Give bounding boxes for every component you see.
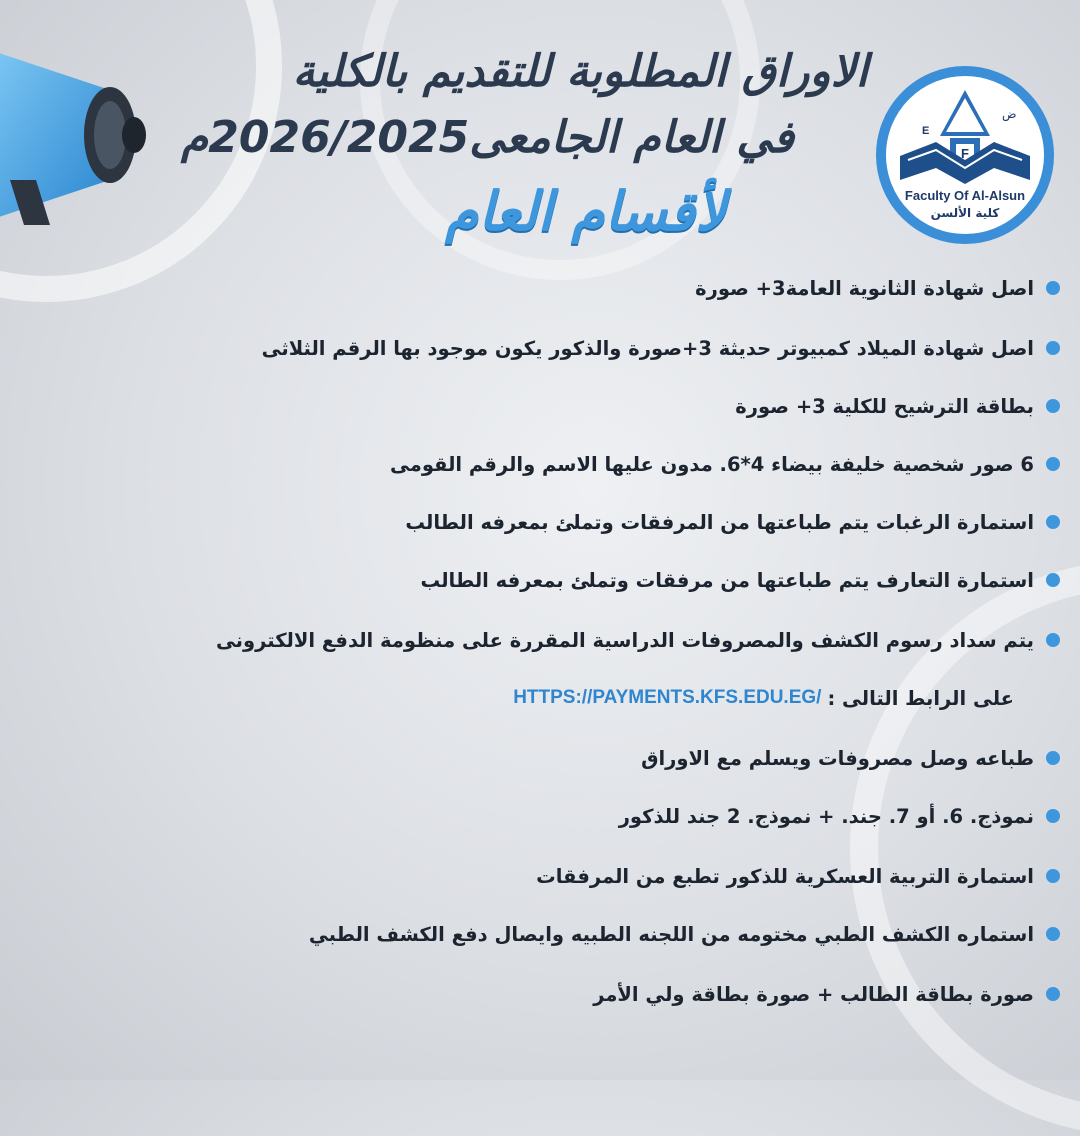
bullet-dot-icon [1046, 341, 1060, 355]
bullet-dot-icon [1046, 281, 1060, 295]
bullet-dot-icon [1046, 399, 1060, 413]
bullet-dot-icon [1046, 515, 1060, 529]
list-item-text: استمارة التربية العسكرية للذكور تطبع من المرفقات [536, 864, 1034, 888]
bullet-dot-icon [1046, 751, 1060, 765]
bullet-dot-icon [1046, 987, 1060, 1001]
list-item [405, 502, 1060, 542]
list-item [641, 738, 1060, 778]
list-item [593, 974, 1060, 1014]
list-item-text: استماره الكشف الطبي مختومه من اللجنه الطبيه وايصال دفع الكشف الطبي [308, 922, 1034, 946]
bullet-dot-icon [1046, 927, 1060, 941]
page-subtitle: في العام الجامعى2026/2025م [180, 112, 794, 163]
list-item [309, 914, 1060, 954]
list-item [216, 620, 1060, 660]
bullet-dot-icon [1046, 573, 1060, 587]
list-item [619, 796, 1060, 836]
list-item [735, 386, 1060, 426]
bullet-dot-icon [1046, 809, 1060, 823]
payment-link[interactable]: HTTPS://PAYMENTS.KFS.EDU.EG/ [513, 687, 822, 708]
list-item-text: 6 صور شخصية خليفة بيضاء 4*6. مدون عليها الاسم والرقم القومى [390, 452, 1034, 476]
list-item-text: نموذج. 6. أو 7. جند. + نموذج. 2 جند للذكور [618, 804, 1034, 828]
list-item [695, 268, 1060, 308]
department-title: لأقسام العام [445, 180, 726, 243]
logo-english-text: Faculty Of Al-Alsun [904, 188, 1026, 203]
bullet-dot-icon [1046, 457, 1060, 471]
list-item [262, 328, 1060, 368]
megaphone-icon [0, 30, 160, 230]
list-item-text: بطاقة الترشيح للكلية 3+ صورة [735, 394, 1034, 418]
list-item-text: استمارة الرغبات يتم طباعتها من المرفقات وتملئ بمعرفه الطالب [405, 510, 1034, 534]
svg-text:E: E [922, 125, 930, 137]
list-item-text: صورة بطاقة الطالب + صورة بطاقة ولي الأمر [593, 982, 1034, 1006]
list-item [390, 444, 1060, 484]
list-item-text: يتم سداد رسوم الكشف والمصروفات الدراسية المقررة على منظومة الدفع الالكترونى [215, 628, 1034, 652]
svg-text:ض: ض [1002, 107, 1017, 121]
bullet-dot-icon [1046, 633, 1060, 647]
list-item [536, 856, 1060, 896]
svg-text:F: F [961, 146, 969, 161]
page-title: الاوراق المطلوبة للتقديم بالكلية [292, 46, 868, 97]
list-item-text: طباعه وصل مصروفات ويسلم مع الاوراق [641, 746, 1034, 770]
list-item-text: استمارة التعارف يتم طباعتها من مرفقات وتملئ بمعرفه الطالب [420, 568, 1034, 592]
bullet-dot-icon [1046, 869, 1060, 883]
payment-link-row [513, 678, 1014, 718]
list-item [421, 560, 1060, 600]
list-item-text: اصل شهادة الثانوية العامة3+ صورة [695, 276, 1034, 300]
payment-link-label: على الرابط التالى : [827, 686, 1014, 710]
faculty-logo [876, 66, 1054, 244]
list-item-text: اصل شهادة الميلاد كمبيوتر حديثة 3+صورة والذكور يكون موجود بها الرقم الثلاثى [261, 336, 1034, 360]
logo-arabic-text: كلية الألسن [930, 206, 1000, 220]
